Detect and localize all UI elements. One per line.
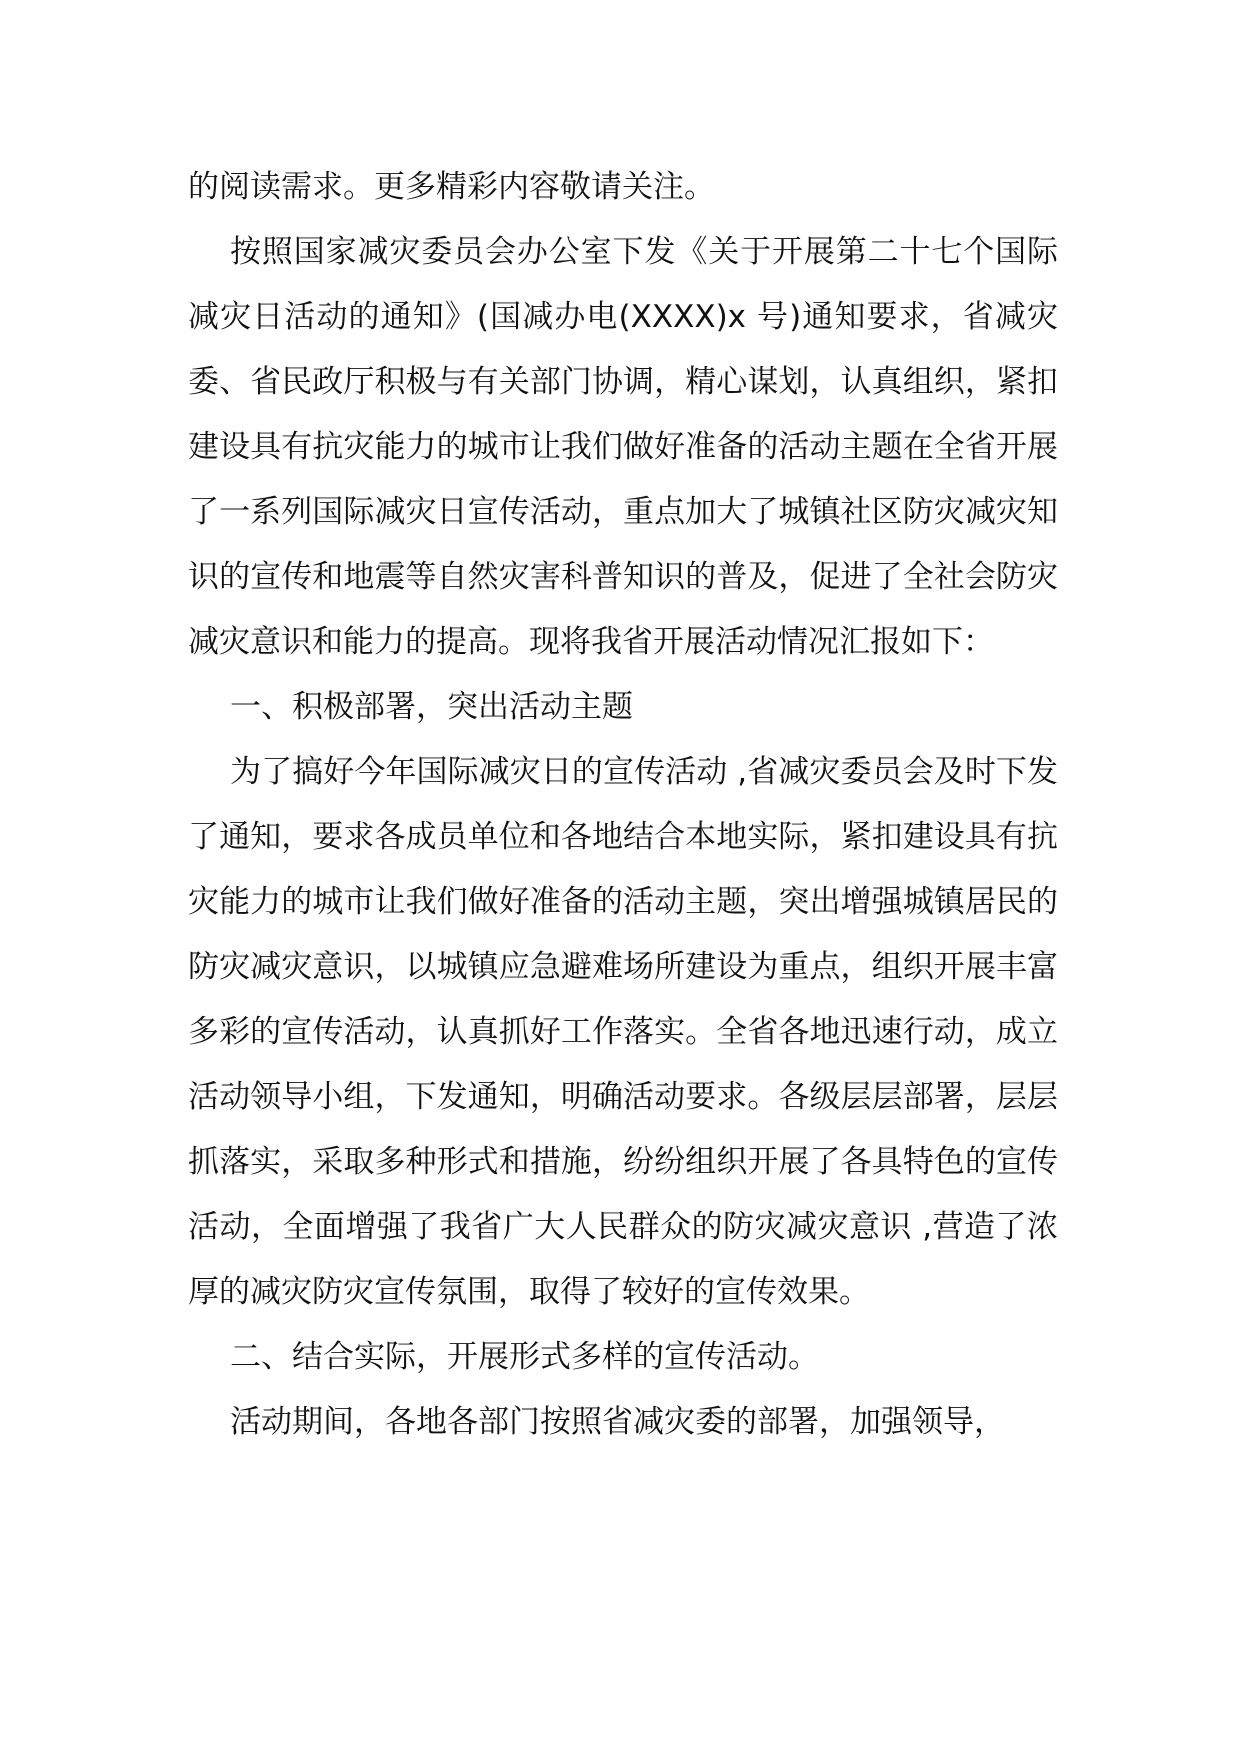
section-heading-1: 一、积极部署，突出活动主题	[230, 689, 633, 725]
paragraph-section-2: 活动期间，各地各部门按照省减灾委的部署，加强领导，	[230, 1404, 1005, 1440]
document-body	[188, 155, 1058, 1455]
paragraph-continuation: 的阅读需求。更多精彩内容敬请关注。	[188, 169, 715, 205]
paragraph-section-1: 为了搞好今年国际减灾日的宣传活动 ,省减灾委员会及时下发了通知，要求各成员单位和各地结合本地实际，紧扣建设具有抗灾能力的城市让我们做好准备的活动主题，突出增强城镇居民的防灾减灾意识，以城镇应急避难场所建设为重点，组织开展丰富多彩的宣传活动，认真抓好工作落实。全省各地迅速行动，成立活动领导小组，下发通知，明确活动要求。各级层层部署，层层抓落实，采取多种形式和措施，纷纷组织开展了各具特色的宣传活动，全面增强了我省广大人民群众的防灾减灾意识 ,营造了浓厚的减灾防灾宣传氛围，取得了较好的宣传效果。	[188, 754, 1058, 1310]
paragraph-intro: 按照国家减灾委员会办公室下发《关于开展第二十七个国际减灾日活动的通知》(国减办电(XXXX)x 号)通知要求，省减灾委、省民政厅积极与有关部门协调，精心谋划，认真组织，紧扣建设具有抗灾能力的城市让我们做好准备的活动主题在全省开展了一系列国际减灾日宣传活动，重点加大了城镇社区防灾减灾知识的宣传和地震等自然灾害科普知识的普及，促进了全社会防灾减灾意识和能力的提高。现将我省开展活动情况汇报如下：	[188, 234, 1058, 660]
section-heading-2: 二、结合实际，开展形式多样的宣传活动。	[230, 1339, 819, 1375]
